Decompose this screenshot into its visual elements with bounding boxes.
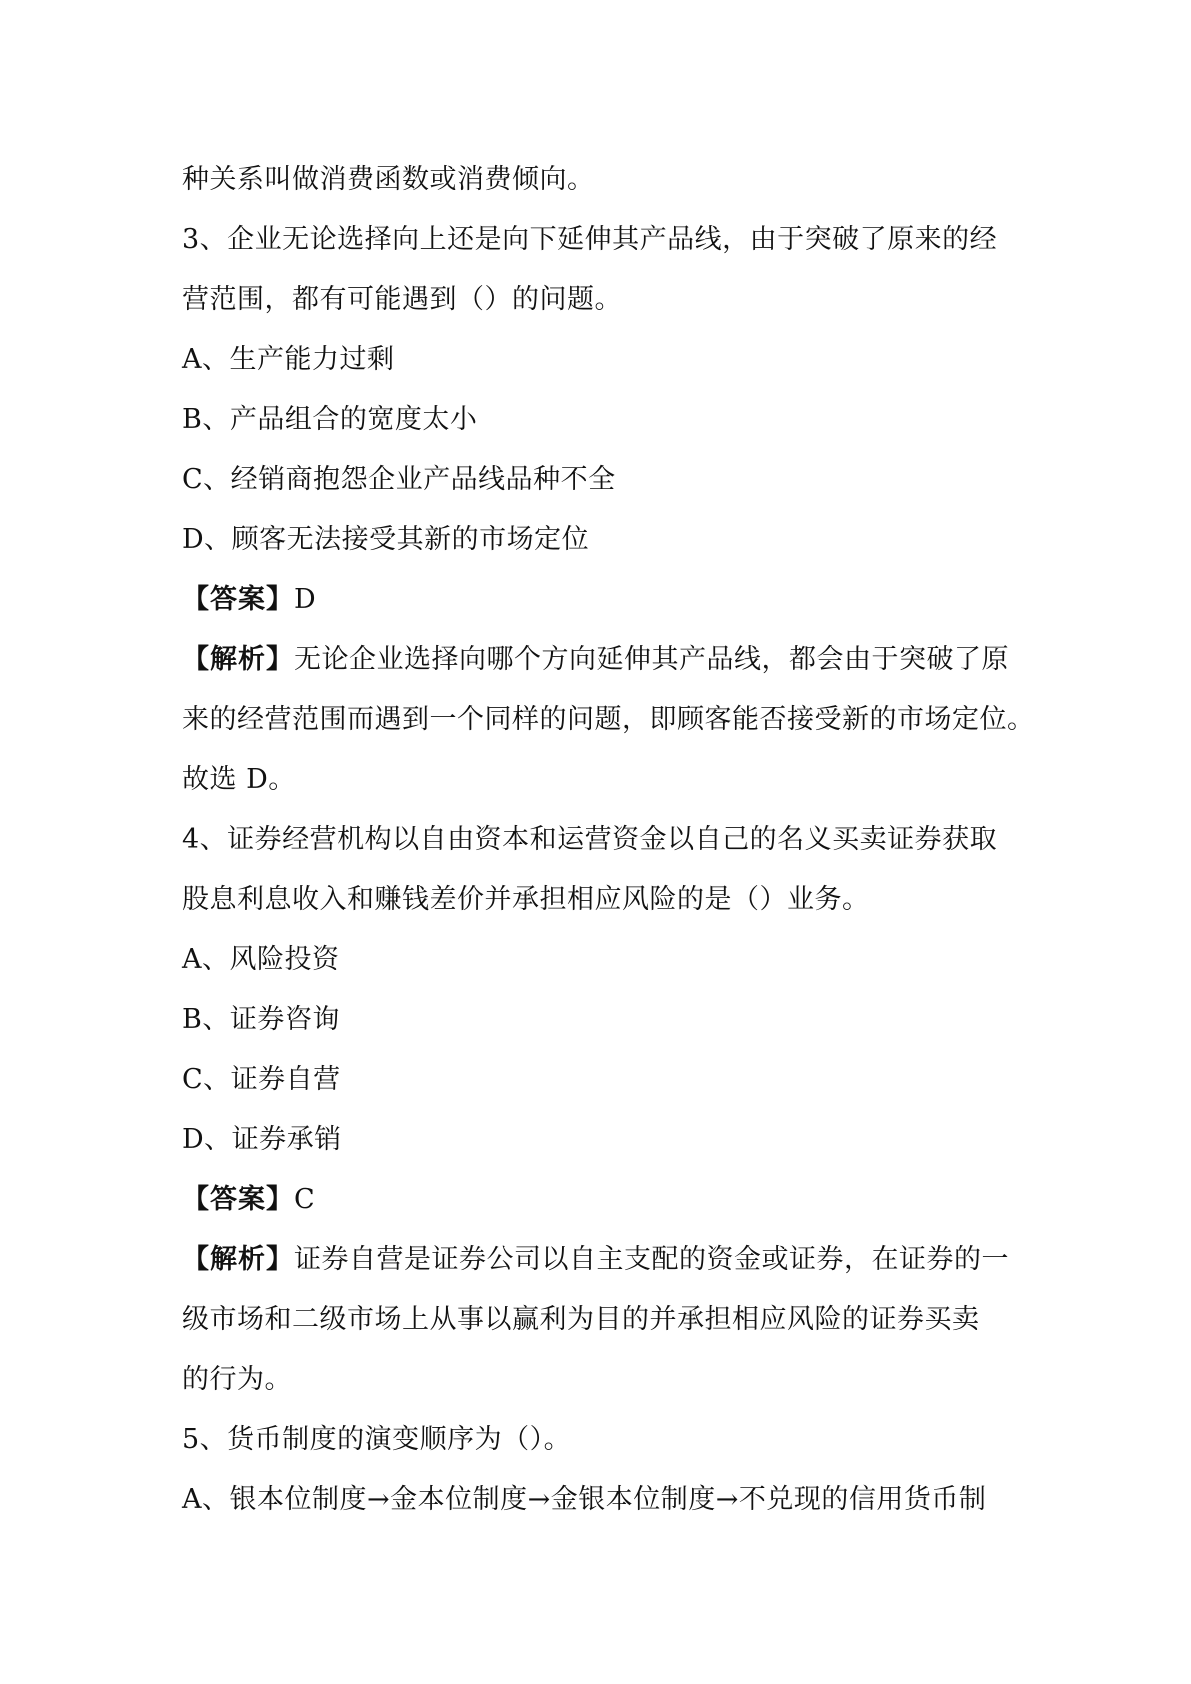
q3-answer-label: 【答案】 [182, 584, 294, 615]
q3-analysis-line2: 来的经营范围而遇到一个同样的问题，即顾客能否接受新的市场定位。 [182, 704, 1035, 735]
q4-analysis-text1: 证券自营是证券公司以自主支配的资金或证券，在证券的一 [294, 1244, 1009, 1275]
q4-analysis-line1 [182, 1230, 1042, 1290]
q3-option-a: A、生产能力过剩 [182, 344, 395, 375]
q4-option-c: C、证券自营 [182, 1064, 341, 1095]
q3-answer-line [182, 570, 1042, 630]
q4-answer-line [182, 1170, 1042, 1230]
q4-stem-line1: 4、证券经营机构以自由资本和运营资金以自己的名义买卖证券获取 [182, 824, 998, 855]
q3-option-c: C、经销商抱怨企业产品线品种不全 [182, 464, 616, 495]
q4-stem-line2: 股息利息收入和赚钱差价并承担相应风险的是（）业务。 [182, 884, 870, 915]
q3-answer-value: D [294, 584, 317, 615]
q4-option-a: A、风险投资 [182, 944, 340, 975]
q3-option-b: B、产品组合的宽度太小 [182, 404, 478, 435]
q3-option-d: D、顾客无法接受其新的市场定位 [182, 524, 590, 555]
q4-analysis-label: 【解析】 [182, 1244, 294, 1275]
q3-stem-line2: 营范围，都有可能遇到（）的问题。 [182, 284, 622, 315]
intro-tail-line: 种关系叫做消费函数或消费倾向。 [182, 164, 595, 195]
q4-analysis-line2: 级市场和二级市场上从事以赢利为目的并承担相应风险的证券买卖 [182, 1304, 980, 1335]
q5-stem-line1: 5、货币制度的演变顺序为（）。 [182, 1424, 572, 1455]
q3-analysis-text1: 无论企业选择向哪个方向延伸其产品线，都会由于突破了原 [294, 644, 1009, 675]
q4-option-d: D、证券承销 [182, 1124, 342, 1155]
document-page [182, 150, 1042, 1530]
q4-answer-value: C [294, 1184, 316, 1215]
q4-option-b: B、证券咨询 [182, 1004, 340, 1035]
q3-analysis-line1 [182, 630, 1042, 690]
q4-analysis-line3: 的行为。 [182, 1364, 292, 1395]
q3-analysis-label: 【解析】 [182, 644, 294, 675]
q5-option-a-line1: A、银本位制度→金本位制度→金银本位制度→不兑现的信用货币制 [182, 1484, 987, 1515]
q4-answer-label: 【答案】 [182, 1184, 294, 1215]
q3-analysis-line3: 故选 D。 [182, 764, 296, 795]
q3-stem-line1: 3、企业无论选择向上还是向下延伸其产品线，由于突破了原来的经 [182, 224, 998, 255]
